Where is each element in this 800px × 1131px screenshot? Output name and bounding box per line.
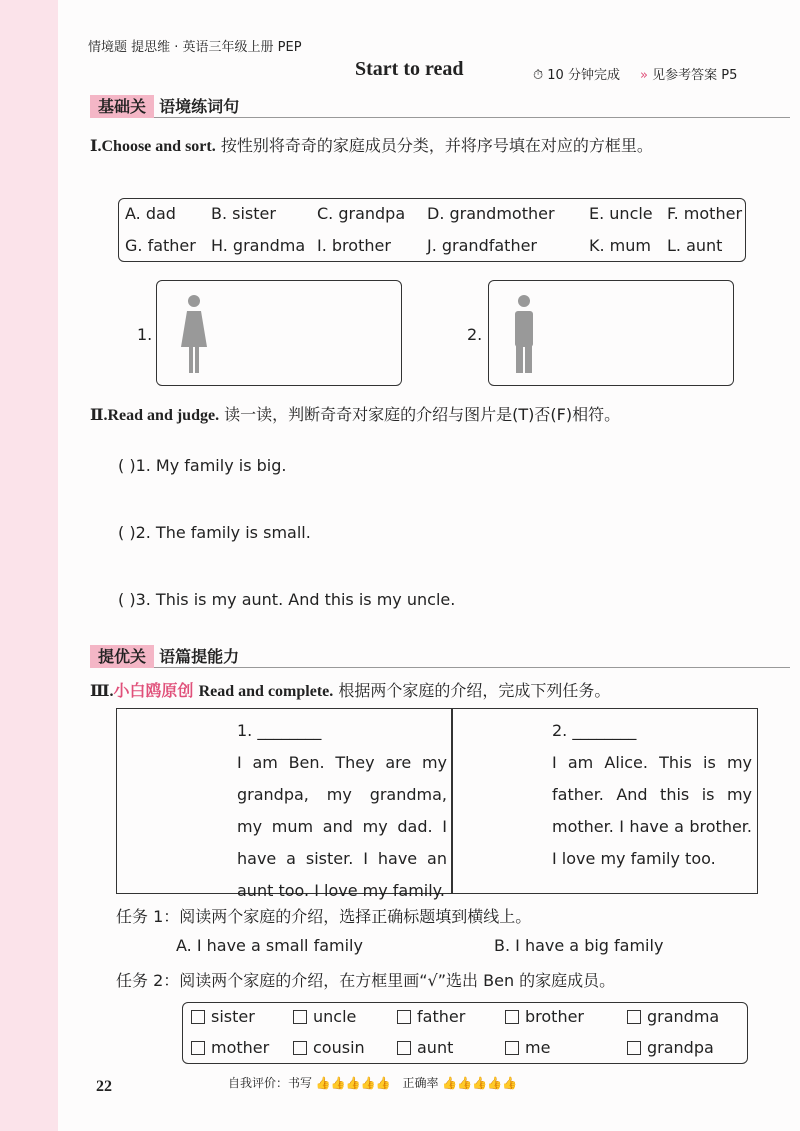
check-item[interactable]: brother xyxy=(505,1007,584,1026)
word-item: K. mum xyxy=(589,236,651,255)
option-a: A. I have a small family xyxy=(176,936,363,955)
word-item: E. uncle xyxy=(589,204,653,223)
checkbox[interactable] xyxy=(293,1010,307,1024)
divider xyxy=(451,709,453,893)
q3-instruction: Ⅲ.小白鸥原创 Read and complete. 根据两个家庭的介绍，完成下列任务。 xyxy=(90,681,611,700)
section-advanced: 提优关 语篇提能力 xyxy=(90,644,790,668)
judge-item: ( )3. This is my aunt. And this is my uncle. xyxy=(118,590,456,609)
check-item[interactable]: father xyxy=(397,1007,465,1026)
word-item: B. sister xyxy=(211,204,276,223)
passage-ben: 1. ________ I am Ben. They are my grandpa, my grandma, my mum and my dad. I have a sister. I have an aunt too. I love my family. xyxy=(237,721,447,900)
answer-ref: » 见参考答案 P5 xyxy=(640,68,738,83)
checkbox[interactable] xyxy=(505,1010,519,1024)
female-box[interactable]: 1. xyxy=(156,280,402,386)
word-item: F. mother xyxy=(667,204,743,223)
check-item[interactable]: aunt xyxy=(397,1038,453,1057)
word-item: I. brother xyxy=(317,236,391,255)
check-item[interactable]: me xyxy=(505,1038,550,1057)
man-icon xyxy=(507,293,541,375)
checkbox[interactable] xyxy=(627,1010,641,1024)
word-item: D. grandmother xyxy=(427,204,555,223)
passages xyxy=(116,708,758,900)
book-title: 情境题 提思维 · 英语三年级上册 PEP xyxy=(88,40,302,55)
check-item[interactable]: grandma xyxy=(627,1007,719,1026)
passage-alice: 2. ________ I am Alice. This is my father. And this is my mother. I have a brother. I love my family too. xyxy=(552,721,752,868)
word-item: C. grandpa xyxy=(317,204,406,223)
word-item: G. father xyxy=(125,236,196,255)
word-item: L. aunt xyxy=(667,236,723,255)
task2: 任务 2：阅读两个家庭的介绍，在方框里画“√”选出 Ben 的家庭成员。 xyxy=(116,971,616,990)
self-eval: 自我评价：书写 👍👍👍👍👍 正确率 👍👍👍👍👍 xyxy=(228,1076,518,1090)
checkbox[interactable] xyxy=(191,1041,205,1055)
option-b: B. I have a big family xyxy=(494,936,664,955)
word-item: A. dad xyxy=(125,204,176,223)
check-item[interactable]: cousin xyxy=(293,1038,365,1057)
time-note: ⏱ 10 分钟完成 xyxy=(533,68,620,83)
word-item: J. grandfather xyxy=(427,236,537,255)
lesson-title: Start to read xyxy=(355,58,464,80)
word-item: H. grandma xyxy=(211,236,306,255)
checklist xyxy=(182,1002,748,1064)
checkbox[interactable] xyxy=(293,1041,307,1055)
page-number: 22 xyxy=(96,1078,112,1095)
checkbox[interactable] xyxy=(191,1010,205,1024)
check-item[interactable]: grandpa xyxy=(627,1038,714,1057)
section-basic: 基础关 语境练词句 xyxy=(90,94,790,118)
page xyxy=(58,0,800,1131)
checkbox[interactable] xyxy=(397,1010,411,1024)
q2-instruction: Ⅱ.Read and judge. 读一读，判断奇奇对家庭的介绍与图片是(T)否(F)相符。 xyxy=(90,405,621,424)
word-bank xyxy=(118,198,746,262)
check-item[interactable]: mother xyxy=(191,1038,269,1057)
checkbox[interactable] xyxy=(505,1041,519,1055)
q1-instruction: Ⅰ.Choose and sort. 按性别将奇奇的家庭成员分类，并将序号填在对应的方框里。 xyxy=(90,136,653,155)
checkbox[interactable] xyxy=(627,1041,641,1055)
checkbox[interactable] xyxy=(397,1041,411,1055)
section-tag: 基础关 xyxy=(90,95,154,118)
woman-icon xyxy=(177,293,211,375)
male-box[interactable]: 2. xyxy=(488,280,734,386)
task1: 任务 1：阅读两个家庭的介绍，选择正确标题填到横线上。 xyxy=(116,907,532,926)
check-item[interactable]: sister xyxy=(191,1007,255,1026)
section-tag: 提优关 xyxy=(90,645,154,668)
judge-item: ( )1. My family is big. xyxy=(118,456,287,475)
check-item[interactable]: uncle xyxy=(293,1007,356,1026)
judge-item: ( )2. The family is small. xyxy=(118,523,311,542)
